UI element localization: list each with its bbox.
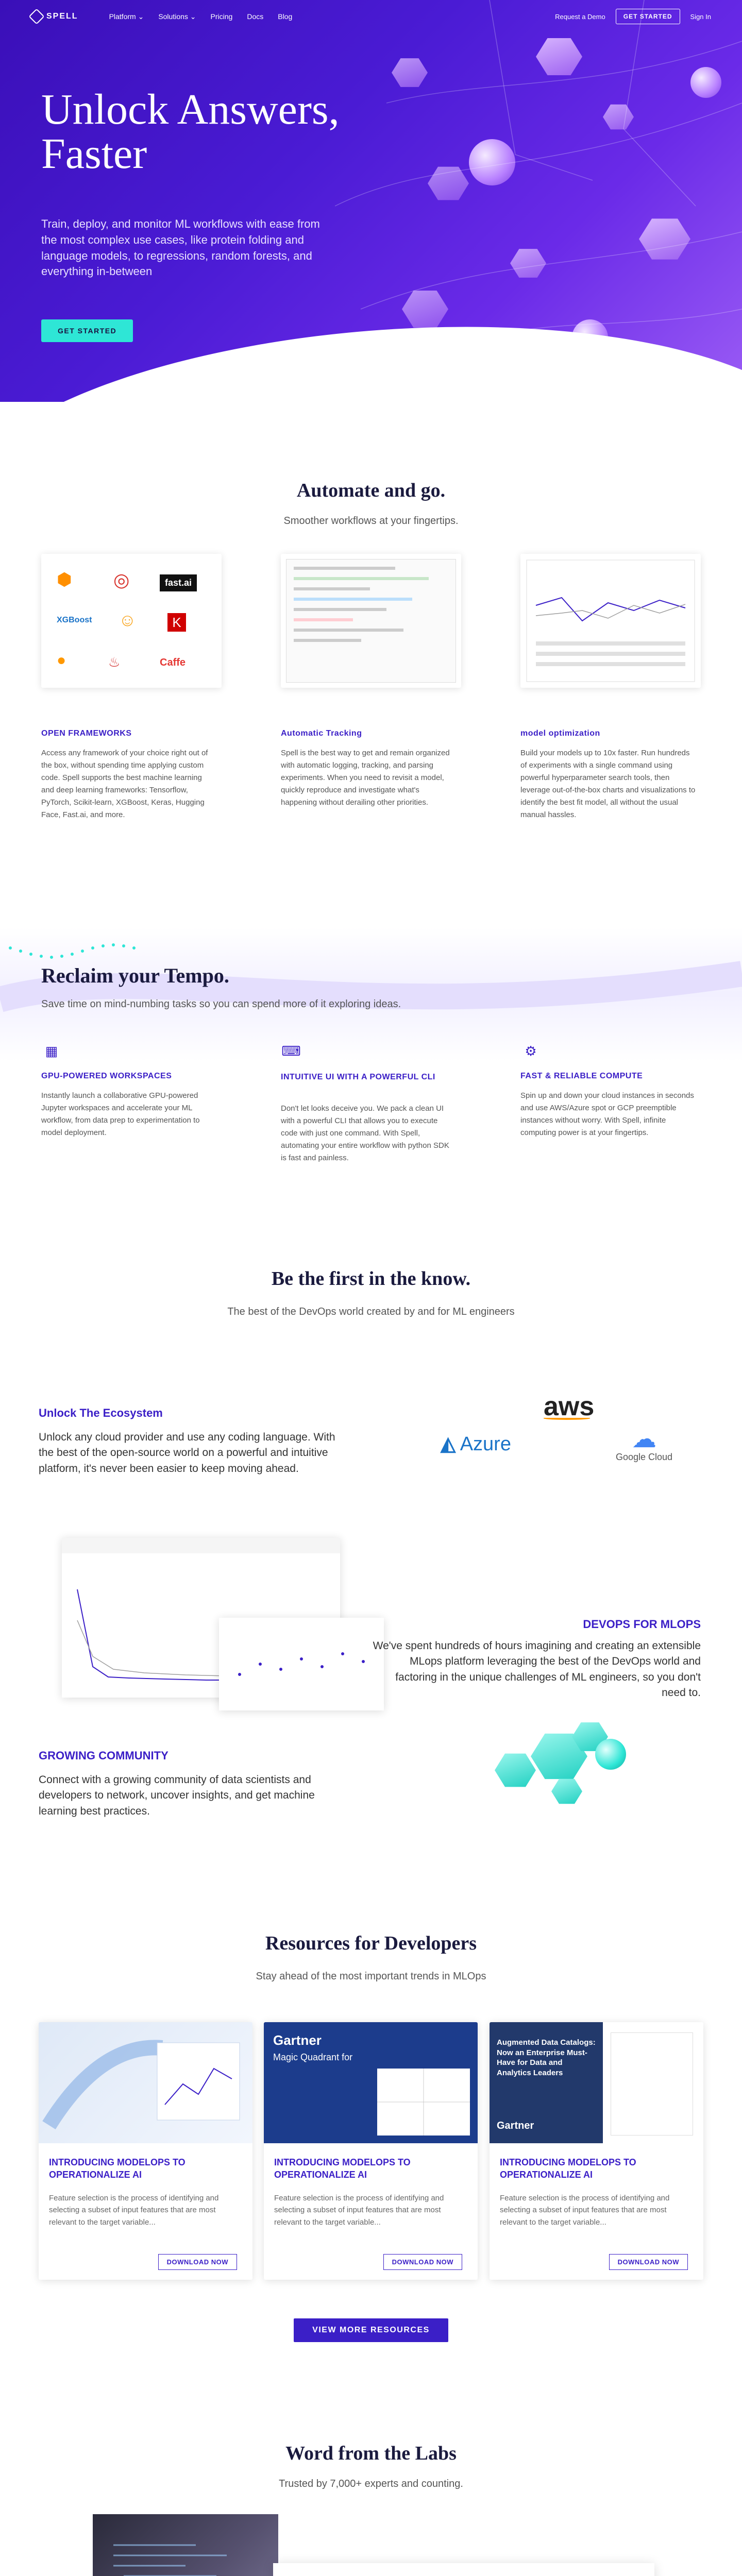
code-line	[294, 587, 370, 590]
spell-logo[interactable]	[31, 11, 78, 22]
code-line	[294, 598, 412, 601]
tempo-subtitle: Save time on mind-numbing tasks so you can spend more of it exploring ideas.	[41, 998, 401, 1010]
devops-title: DEVOPS FOR MLOPS	[583, 1618, 701, 1631]
gartner-brand: Gartner	[497, 2120, 534, 2131]
nav-link-platform[interactable]	[109, 12, 144, 21]
download-now-button[interactable]: DOWNLOAD NOW	[383, 2254, 462, 2270]
wave-divider	[0, 927, 742, 1061]
nav-link-blog[interactable]: Blog	[278, 12, 293, 21]
keras-logo: K	[167, 613, 186, 632]
know-title: Be the first in the know.	[271, 1268, 471, 1290]
azure-label: Azure	[460, 1433, 511, 1455]
orb-decoration	[595, 1739, 626, 1770]
automate-subtitle: Smoother workflows at your fingertips.	[283, 515, 459, 527]
resource-card[interactable]	[39, 2022, 252, 2280]
code-line	[294, 608, 386, 611]
request-demo-link[interactable]: Request a Demo	[555, 12, 605, 21]
azure-icon: ◭	[441, 1433, 456, 1455]
tensorflow-logo: ⬢	[57, 570, 72, 589]
caffe-logo: Caffe	[160, 657, 186, 668]
gartner-brand: Gartner	[273, 2032, 322, 2048]
xgboost-logo: XGBoost	[57, 616, 92, 624]
code-line	[294, 618, 353, 621]
code-line	[294, 567, 395, 570]
azure-logo	[441, 1432, 511, 1455]
feature-title: GPU-POWERED WORKSPACES	[41, 1072, 172, 1080]
google-cloud-label: Google Cloud	[615, 1452, 673, 1462]
report-page-mock	[611, 2032, 693, 2136]
feature-body: Spin up and down your cloud instances in seconds and use AWS/Azure spot or GCP preemptible instances without worry. With Spell, infinite computing power is at your fingertips.	[520, 1091, 694, 1137]
resource-card-body: Feature selection is the process of identifying and selecting a subset of input features that are most relevant to the target variable...	[274, 2194, 444, 2227]
community-title: GROWING COMMUNITY	[39, 1749, 168, 1762]
google-cloud-logo	[613, 1427, 675, 1463]
report-cover	[490, 2022, 603, 2143]
nav-right	[555, 9, 711, 24]
feature-title: model optimization	[520, 729, 600, 738]
hero-subtitle: Train, deploy, and monitor ML workflows with ease from the most complex use cases, like protein folding and language models, to regressions, random forests, and everything in-between	[41, 217, 320, 278]
feature-title: INTUITIVE UI WITH A POWERFUL CLI	[281, 1073, 435, 1081]
aws-logo	[544, 1391, 594, 1420]
hero-title-line: Unlock Answers,	[41, 86, 340, 133]
feature-body: Don't let looks deceive you. We pack a clean UI with a powerful CLI that allows you to execute code with just one command. With Spell, automating your entire workflow with python SDK is fast and painless.	[281, 1104, 449, 1162]
tempo-title: Reclaim your Tempo.	[41, 964, 229, 987]
nav-link-docs[interactable]: Docs	[247, 12, 264, 21]
ecosystem-body: Unlock any cloud provider and use any coding language. With the best of the open-source world on a powerful and intuitive platform, it's never been easier to keep moving ahead.	[39, 1431, 335, 1475]
resource-thumbnail	[264, 2022, 478, 2143]
code-line	[294, 577, 429, 580]
community-body: Connect with a growing community of data scientists and developers to network, uncover insights, and get machine learning best practices.	[39, 1774, 315, 1817]
cli-icon: ⌨	[281, 1043, 301, 1059]
magic-quadrant-mock	[377, 2069, 470, 2136]
scikit-learn-logo: ●	[57, 652, 66, 669]
resource-thumbnail	[39, 2022, 252, 2143]
feature-title: FAST & RELIABLE COMPUTE	[520, 1072, 643, 1080]
hero-section	[0, 0, 742, 402]
hyperparameter-chart-screenshot	[520, 554, 701, 688]
report-title: Augmented Data Catalogs: Now an Enterprise Must-Have for Data and Analytics Leaders	[497, 2038, 596, 2077]
labs-title: Word from the Labs	[285, 2443, 457, 2464]
feature-body: Build your models up to 10x faster. Run hundreds of experiments with a single command using powerful hyperparameter search tools, then leverage out-of-the-box charts and visualizations to identify the best fit model, all without the usual manual hassles.	[520, 749, 696, 819]
nav-link-solutions[interactable]	[158, 12, 196, 21]
hyperparameter-chart-mock	[520, 554, 701, 688]
hexagon-decoration	[495, 1752, 536, 1789]
google-cloud-icon: ☁	[632, 1426, 656, 1453]
frameworks-logos-card	[41, 554, 222, 688]
compute-icon: ⚙	[525, 1043, 537, 1059]
download-now-button[interactable]: DOWNLOAD NOW	[158, 2254, 237, 2270]
scatter-chart-mock	[219, 1618, 384, 1710]
resource-card[interactable]	[490, 2022, 703, 2280]
feature-body: Access any framework of your choice right out of the box, without spending time applying custom code. Spell supports the best machine learning and deep learning frameworks: Tensorflow, PyTorch, Scikit-learn, XGBoost, Keras, Hugging Face, Fast.ai, and more.	[41, 749, 208, 819]
hero-get-started-button[interactable]: GET STARTED	[41, 319, 133, 342]
chevron-down-icon: ⌄	[190, 12, 196, 21]
spell-logo-icon	[28, 8, 44, 24]
view-more-resources-button[interactable]: VIEW MORE RESOURCES	[294, 2318, 448, 2342]
resource-card-title: INTRODUCING MODELOPS TO OPERATIONALIZE AI	[274, 2157, 411, 2180]
resource-thumbnail	[490, 2022, 703, 2143]
download-now-button[interactable]: DOWNLOAD NOW	[609, 2254, 688, 2270]
resource-chart-mock	[39, 2022, 252, 2143]
top-nav	[0, 0, 742, 33]
feature-body: Instantly launch a collaborative GPU-powered Jupyter workspaces and accelerate your ML workflow, from data prep to experimentation to model deployment.	[41, 1091, 200, 1137]
code-tracking-screenshot	[281, 554, 461, 688]
resource-card[interactable]	[264, 2022, 478, 2280]
hexagon-decoration	[551, 1777, 582, 1805]
code-editor-mock	[286, 559, 456, 683]
resources-title: Resources for Developers	[265, 1933, 477, 1954]
know-subtitle: The best of the DevOps world created by and for ML engineers	[227, 1306, 515, 1317]
thumbnail-title: Magic Quadrant for	[273, 2052, 353, 2062]
feature-body: Spell is the best way to get and remain organized with automatic logging, tracking, and parsing experiments. When you need to revisit a model, quickly reproduce and investigate what's happening without derailing other priorities.	[281, 749, 450, 807]
resources-subtitle: Stay ahead of the most important trends in MLOps	[256, 1971, 486, 1982]
nav-link-label: Solutions	[158, 12, 188, 21]
hero-title-line: Faster	[41, 129, 147, 178]
feature-title: OPEN FRAMEWORKS	[41, 729, 132, 738]
sign-in-link[interactable]: Sign In	[690, 12, 711, 21]
automate-title: Automate and go.	[296, 480, 446, 501]
dashboard-chart-popup	[219, 1618, 384, 1710]
labs-subtitle: Trusted by 7,000+ experts and counting.	[279, 2478, 463, 2489]
nav-links	[109, 12, 293, 21]
pytorch-logo: ◎	[113, 569, 130, 590]
testimonial-photo	[93, 2514, 278, 2576]
nav-link-pricing[interactable]: Pricing	[210, 12, 233, 21]
hugging-face-logo: ☺	[119, 611, 137, 630]
code-screen-photo-mock	[93, 2514, 278, 2576]
gpu-icon: ▦	[45, 1043, 58, 1059]
pytorch-flame-logo: ♨	[108, 654, 121, 670]
resource-card-body: Feature selection is the process of identifying and selecting a subset of input features that are most relevant to the target variable...	[49, 2194, 219, 2227]
code-line	[294, 629, 403, 632]
chevron-down-icon: ⌄	[138, 12, 144, 21]
nav-link-label: Platform	[109, 12, 136, 21]
resource-card-title: INTRODUCING MODELOPS TO OPERATIONALIZE AI	[49, 2157, 185, 2180]
fastai-logo: fast.ai	[160, 574, 197, 591]
devops-body: We've spent hundreds of hours imagining and creating an extensible MLops platform leveraging the best of the DevOps world and factoring in the unique challenges of ML engineers, so you don't need to.	[373, 1640, 701, 1699]
feature-title: Automatic Tracking	[281, 729, 362, 738]
aws-label: aws	[544, 1392, 595, 1421]
testimonial-card	[273, 2563, 654, 2576]
resource-card-title: INTRODUCING MODELOPS TO OPERATIONALIZE AI	[500, 2157, 636, 2180]
logo-text: SPELL	[46, 12, 78, 21]
ecosystem-title: Unlock The Ecosystem	[39, 1406, 163, 1419]
dotted-wave-decoration	[0, 927, 742, 1061]
hero-title	[41, 88, 340, 176]
nav-get-started-button[interactable]: GET STARTED	[616, 9, 680, 24]
resource-card-body: Feature selection is the process of identifying and selecting a subset of input features that are most relevant to the target variable...	[500, 2194, 670, 2227]
code-line	[294, 639, 361, 642]
